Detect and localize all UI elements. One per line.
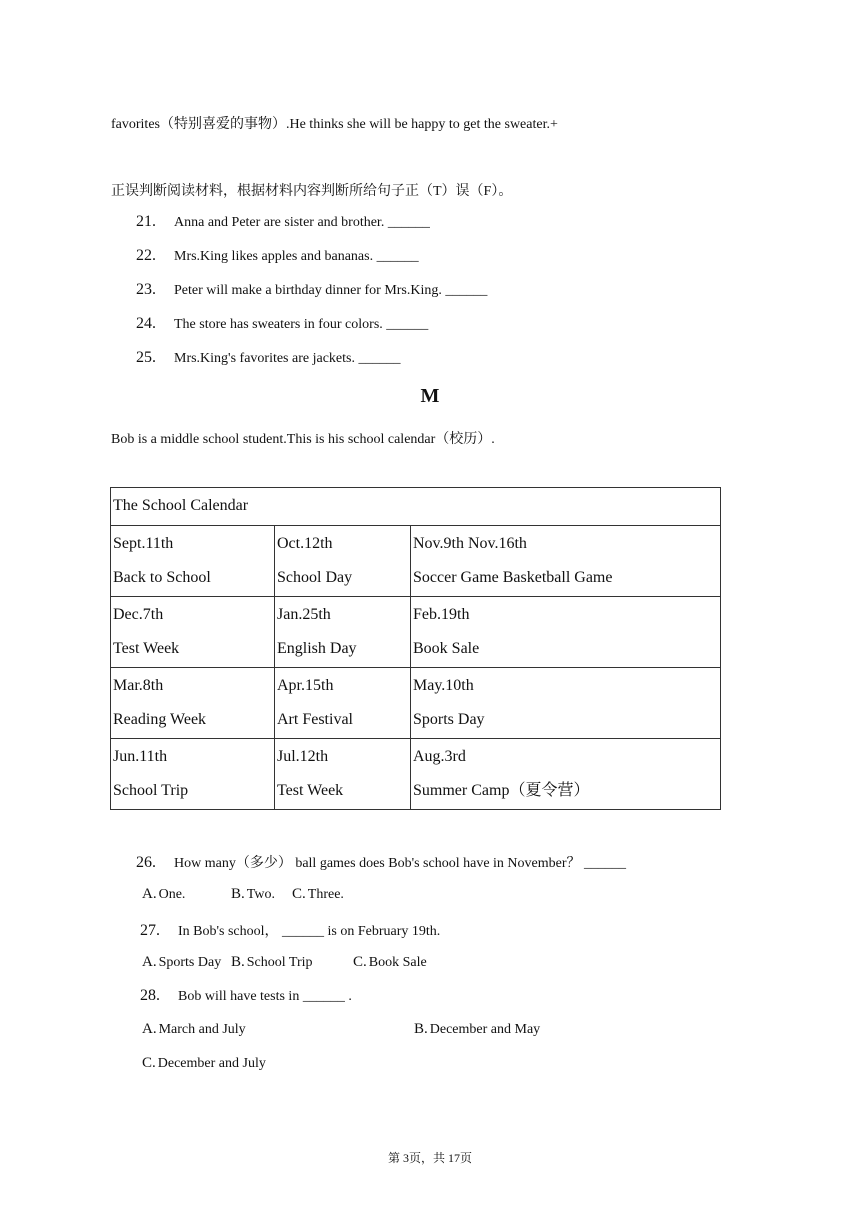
table-cell: Sept.11th Back to School <box>111 526 275 597</box>
page-footer: 第 3页，共 17页 <box>387 1151 472 1165</box>
question-text: How many（多少） ball games does Bob's school have in November？ ______ <box>174 856 627 871</box>
section-letter: M <box>420 385 440 407</box>
table-row <box>111 597 721 668</box>
option-b[interactable]: B. Two. <box>231 886 275 902</box>
mc-question-26 <box>136 852 626 872</box>
question-number: 26. <box>136 854 156 871</box>
option-b[interactable]: B. December and May <box>414 1021 541 1037</box>
passage-tail: favorites（特别喜爱的事物）.He thinks she will be happy to get the sweater.+ <box>111 117 558 132</box>
table-cell: Oct.12th School Day <box>275 526 411 597</box>
question-number: 27. <box>140 922 160 939</box>
option-c[interactable]: C. December and July <box>142 1055 266 1071</box>
question-number: 24. <box>136 315 156 332</box>
question-number: 23. <box>136 281 156 298</box>
question-number: 21. <box>136 213 156 230</box>
option-a[interactable]: A. One. <box>142 886 186 902</box>
table-cell: Mar.8th Reading Week <box>111 668 275 739</box>
question-number: 28. <box>140 987 160 1004</box>
question-text: Mrs.King likes apples and bananas. ______ <box>174 249 419 264</box>
calendar-title: The School Calendar <box>111 488 721 526</box>
table-row <box>111 739 721 810</box>
mc-question-27 <box>140 920 440 940</box>
option-c[interactable]: C. Book Sale <box>353 954 427 970</box>
table-cell: Jun.11th School Trip <box>111 739 275 810</box>
question-text: In Bob's school， ______ is on February 19th. <box>178 924 441 939</box>
option-a[interactable]: A. Sports Day <box>142 954 222 970</box>
table-cell: Nov.9th Nov.16th Soccer Game Basketball Game <box>411 526 721 597</box>
table-cell: Feb.19th Book Sale <box>411 597 721 668</box>
option-c[interactable]: C. Three. <box>292 886 344 902</box>
question-number: 22. <box>136 247 156 264</box>
question-text: Bob will have tests in ______ . <box>178 989 352 1004</box>
table-cell: Jan.25th English Day <box>275 597 411 668</box>
question-text: The store has sweaters in four colors. ______ <box>174 317 429 332</box>
table-cell: Aug.3rd Summer Camp（夏令营） <box>411 739 721 810</box>
tf-instruction: 正误判断阅读材料，根据材料内容判断所给句子正（T）误（F）。 <box>111 184 513 199</box>
question-number: 25. <box>136 349 156 366</box>
table-cell: Dec.7th Test Week <box>111 597 275 668</box>
tf-question-24 <box>136 315 428 333</box>
table-row <box>111 668 721 739</box>
table-cell: Apr.15th Art Festival <box>275 668 411 739</box>
table-cell: May.10th Sports Day <box>411 668 721 739</box>
question-text: Anna and Peter are sister and brother. ______ <box>174 215 430 230</box>
tf-question-25 <box>136 349 400 367</box>
tf-question-23 <box>136 281 487 299</box>
question-text: Mrs.King's favorites are jackets. ______ <box>174 351 401 366</box>
calendar-intro: Bob is a middle school student.This is his school calendar（校历）. <box>111 432 495 447</box>
mc-question-28 <box>140 987 352 1005</box>
table-cell: Jul.12th Test Week <box>275 739 411 810</box>
tf-question-22 <box>136 247 419 265</box>
table-row <box>111 526 721 597</box>
option-b[interactable]: B. School Trip <box>231 954 313 970</box>
tf-question-21 <box>136 213 430 231</box>
school-calendar-table <box>110 487 721 810</box>
option-a[interactable]: A. March and July <box>142 1021 246 1037</box>
question-text: Peter will make a birthday dinner for Mrs.King. ______ <box>174 283 488 298</box>
